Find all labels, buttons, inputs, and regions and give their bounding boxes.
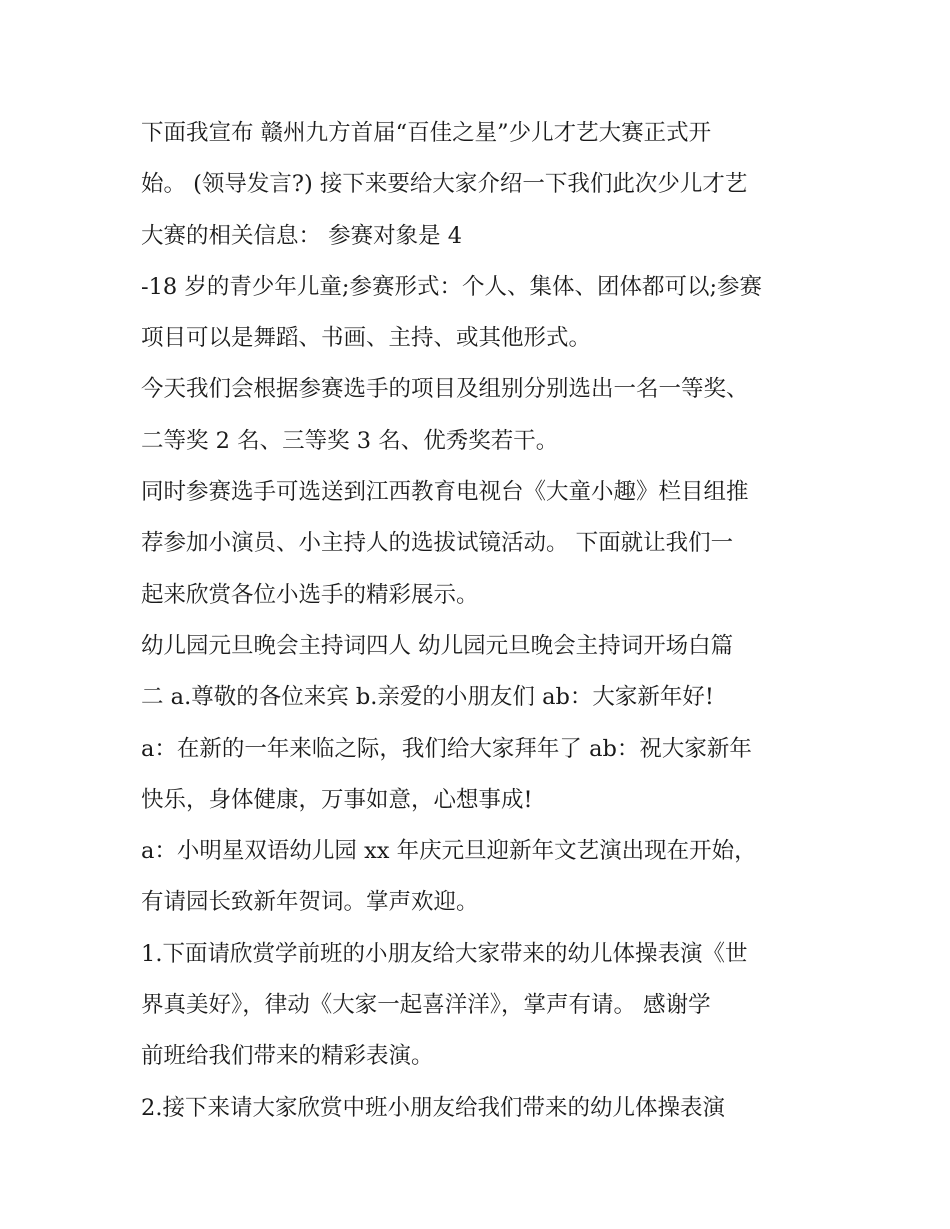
text-line: a：在新的一年来临之际，我们给大家拜年了 ab：祝大家新年: [141, 735, 752, 762]
text-line: 起来欣赏各位小选手的精彩展示。: [141, 581, 479, 608]
text-line: a：小明星双语幼儿园 xx 年庆元旦迎新年文艺演出现在开始，: [141, 838, 757, 865]
text-line: 荐参加小演员、小主持人的选拔试镜活动。 下面就让我们一: [141, 530, 734, 557]
text-line: 有请园长致新年贺词。掌声欢迎。: [141, 889, 479, 916]
text-line: 1.下面请欣赏学前班的小朋友给大家带来的幼儿体操表演《世: [141, 940, 748, 967]
text-line: 今天我们会根据参赛选手的项目及组别分别选出一名一等奖、: [141, 376, 749, 403]
text-line: 二等奖 2 名、三等奖 3 名、优秀奖若干。: [141, 427, 559, 454]
text-line: 大赛的相关信息： 参赛对象是 4: [141, 222, 463, 249]
text-line: 2.接下来请大家欣赏中班小朋友给我们带来的幼儿体操表演: [141, 1094, 725, 1121]
text-line: -18 岁的青少年儿童;参赛形式：个人、集体、团体都可以;参赛: [141, 273, 763, 300]
text-line: 项目可以是舞蹈、书画、主持、或其他形式。: [141, 325, 592, 352]
document-text-body: [141, 108, 821, 1134]
text-line: 同时参赛选手可选送到江西教育电视台《大童小趣》栏目组推: [141, 479, 749, 506]
text-line: 始。 (领导发言?) 接下来要给大家介绍一下我们此次少儿才艺: [141, 171, 748, 198]
text-line: 幼儿园元旦晚会主持词四人 幼儿园元旦晚会主持词开场白篇: [141, 632, 734, 659]
text-line: 前班给我们带来的精彩表演。: [141, 1043, 434, 1070]
text-line: 快乐，身体健康，万事如意，心想事成!: [141, 786, 533, 813]
text-line: 下面我宣布 赣州九方首届“百佳之星”少儿才艺大赛正式开: [141, 120, 712, 146]
text-line: 二 a.尊敬的各位来宾 b.亲爱的小朋友们 ab：大家新年好!: [141, 684, 714, 711]
text-line: 界真美好》，律动《大家一起喜洋洋》，掌声有请。 感谢学: [141, 992, 711, 1019]
